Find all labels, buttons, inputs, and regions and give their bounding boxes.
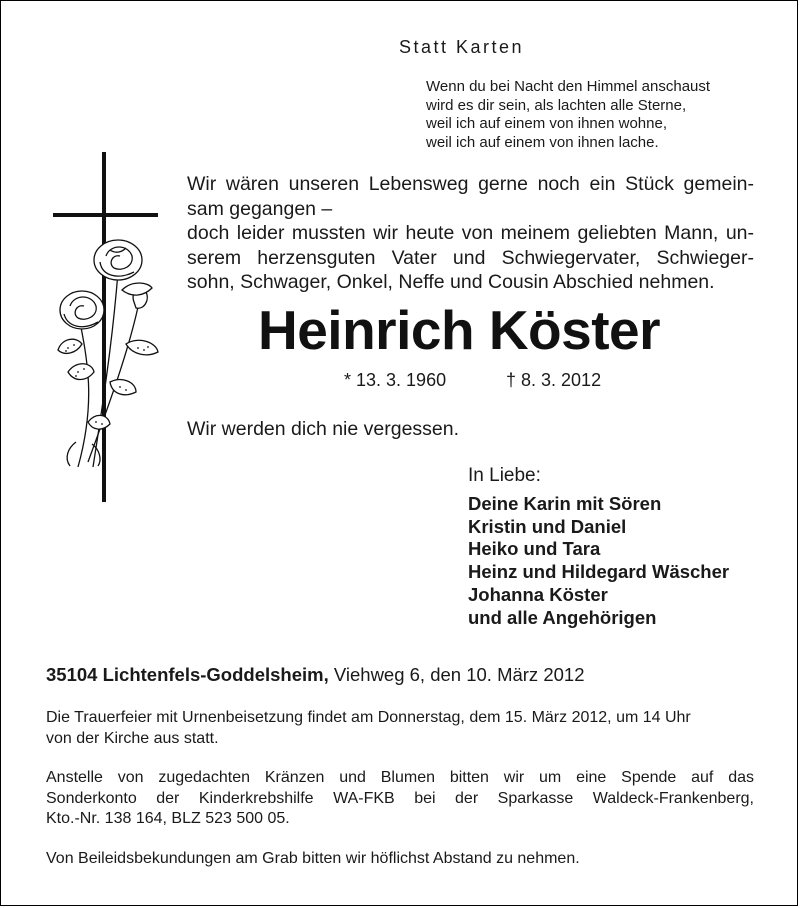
birth-date: * 13. 3. 1960 [344,370,447,390]
mourners-list [468,493,729,629]
address-rest: Viehweg 6, den 10. März 2012 [328,664,585,685]
mourner-name: und alle Angehörigen [468,606,657,628]
poem [426,78,710,152]
cross-bar [53,213,158,217]
mourner-name: Deine Karin mit Sören [468,493,662,514]
donation-notice [46,768,754,830]
donation-line: Kto.-Nr. 138 164, BLZ 523 500 05. [46,810,290,827]
header-title: Statt Karten [399,37,525,57]
donation-line: Sonderkonto der Kinderkrebshilfe WA-FKB bei der Sparkasse Waldeck-Frankenberg, [46,789,754,807]
intro-line: Wir wären unseren Lebensweg gerne noch ein Stück gemein- [187,173,754,195]
mourner-name: Johanna Köster [468,583,608,605]
address-place: 35104 Lichtenfels-Goddelsheim, [46,664,329,685]
funeral-line: von der Kirche aus statt. [46,729,219,747]
mourner-name: Heiko und Tara [468,538,601,560]
mourner-name: Kristin und Daniel [468,515,627,537]
address-line [46,664,584,686]
death-date: † 8. 3. 2012 [506,370,602,390]
intro-text [187,172,754,295]
poem-line: wird es dir sein, als lachten alle Sterne, [426,96,687,114]
mourner-name: Heinz und Hildegard Wäscher [468,561,730,583]
condolence-notice: Von Beileidsbekundungen am Grab bitten wir höflichst Abstand zu nehmen. [46,850,580,867]
roses-icon [48,232,168,472]
intro-line: doch leider mussten wir heute von meinem geliebten Mann, un- [187,222,754,244]
intro-line: sam gegangen – [187,197,333,220]
poem-line: weil ich auf einem von ihnen lache. [426,133,659,151]
intro-line: serem herzensguten Vater und Schwiegervater, Schwieger- [187,246,754,269]
poem-line: weil ich auf einem von ihnen wohne, [426,115,667,132]
donation-line: Anstelle von zugedachten Kränzen und Blumen bitten wir um eine Spende auf das [46,769,754,786]
intro-line: sohn, Schwager, Onkel, Neffe und Cousin Abschied nehmen. [187,271,715,293]
mourners-heading: In Liebe: [468,465,541,486]
deceased-name: Heinrich Köster [258,299,661,361]
closing-line: Wir werden dich nie vergessen. [187,418,460,440]
funeral-line: Die Trauerfeier mit Urnenbeisetzung findet am Donnerstag, dem 15. März 2012, um 14 Uhr [46,709,691,726]
funeral-notice [46,708,754,749]
poem-line: Wenn du bei Nacht den Himmel anschaust [426,78,711,95]
